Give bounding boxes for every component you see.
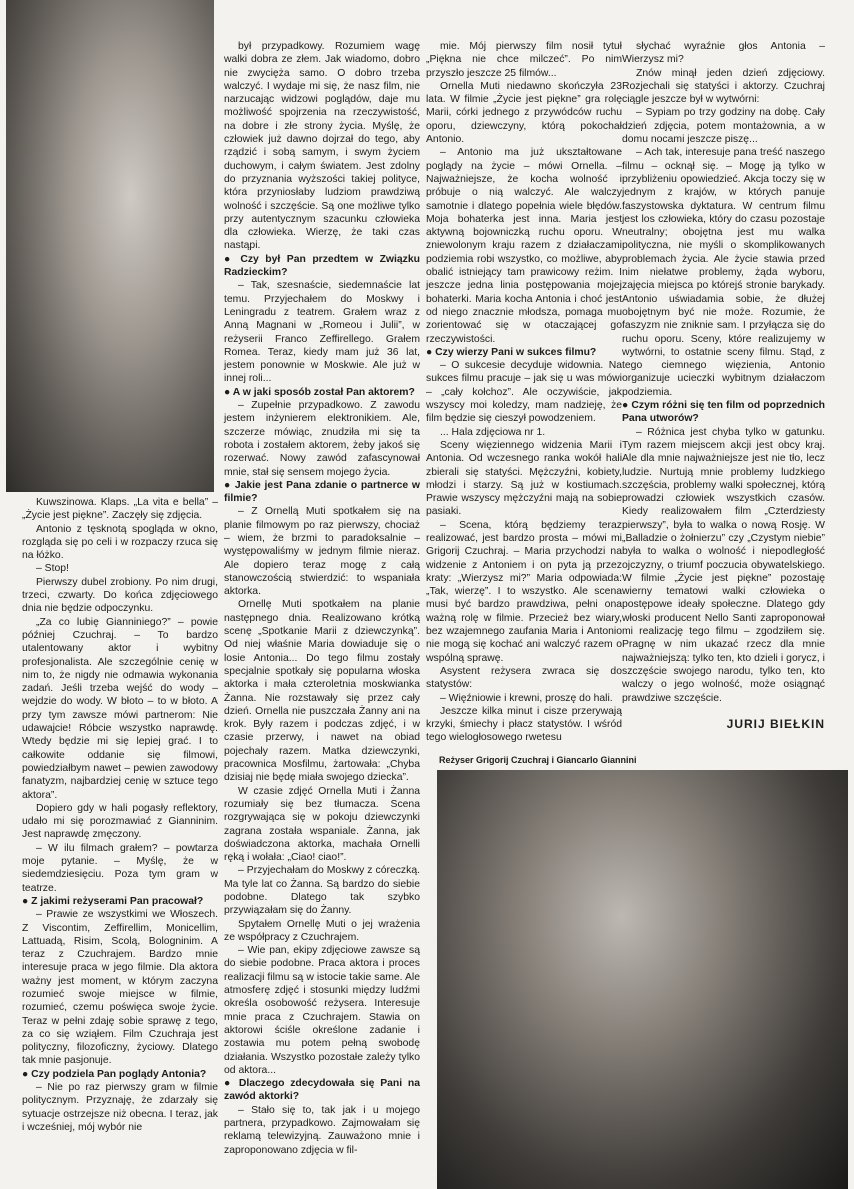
paragraph: – Nie po raz pierwszy gram w filmie politycznym. Przyznaję, że zdarzały się sytuacje ostrzejsze niż obecna. I teraz, jak i wcześniej, mój wybór nie — [22, 1082, 218, 1133]
paragraph: był przypadkowy. Rozumiem wagę walki dobra ze złem. Jak wiadomo, dobro nie zwycięża samo. O dobro trzeba walczyć. I wydaje mi się, że nasz film, nie narzucając widzowi poglądów, daje mu możliwość spojrzenia na rzeczywistość, na dobre i złe strony życia. Myślę, że człowiek już dawno dojrzał do tego, aby rządzić i sobą samym, i swym życiem duchowym, i całym światem. Jest zdolny do przyznania wyższości takiej polityce, która przyniosłaby ludziom prawdziwą wolność i szczęście. Są one możliwe tylko przy autentycznym szacunku człowieka dla człowieka. Wierzę, że taki czas nastąpi. — [224, 41, 420, 252]
paragraph: Znów minął jeden dzień zdjęciowy. Rozjechali się statyści i aktorzy. Czuchraj ciągle jeszcze był w wytwórni: — [622, 67, 825, 106]
paragraph: W czasie zdjęć Ornella Muti i Żanna rozumiały się bez tłumacza. Scena rozgrywająca się w pokoju dziewczynki zagrana została wspaniale. Żanna, jak doświadczona aktorka, machała Ornelli ręką i wołała: „Ciao! ciao!”. — [224, 785, 420, 864]
interview-question: ● Czy był Pan przedtem w Związku Radzieckim? — [224, 253, 420, 279]
paragraph: – Różnica jest chyba tylko w gatunku. Tym razem miejscem akcji jest obcy kraj. Ale dla mnie najważniejsze jest nie tło, lecz ludzie. Nurtują mnie problemy ludzkiego szczęścia, problemy walki społecznej, którą prowadzi człowiek wszystkich czasów. Kiedy realizowałem film „Czterdziesty pierwszy”, była to walka o nową Rosję. W „Balladzie o żołnierzu” czy „Czystym niebie” była to walka o wolność i niepodległość ojczyzny, o triumf poczucia obywatelskiego. W filmie „Życie jest piękne” pozostaję wierny tematowi walki człowieka o postępowe ideały społeczne. Dlatego gdy włoski producent Nello Santi zaproponował mi realizację tego filmu – zgodziłem się. Pragnę w nim ukazać rzecz dla mnie najważniejszą: tylko ten, kto dzieli i gorycz, i szczęście swojego narodu, tylko ten, kto walczy o jego wolność, może osiągnąć prawdziwe szczęście. — [622, 426, 825, 704]
signature-block — [622, 708, 825, 731]
paragraph: ... Hala zdjęciowa nr 1. — [440, 426, 546, 438]
interview-question: ● Czy wierzy Pani w sukces filmu? — [426, 346, 597, 358]
paragraph: – Zupełnie przypadkowo. Z zawodu jestem inżynierem elektronikiem. Ale, szczerze mówiąc, znudziła mi się ta robota i zostałem aktorem, żeby jakoś się rozerwać. Nowy zawód zafascynował mnie, stał się sensem mojego życia. — [224, 400, 420, 478]
paragraph: – Wie pan, ekipy zdjęciowe zawsze są do siebie podobne. Praca aktora i proces realizacji filmu są w istocie takie same. Ale atmosferę zdjęć i stosunki między ludźmi określa osobowość reżysera. Interesuje mnie praca z Czuchrajem. Stawia on aktorowi ściśle określone zadanie i zostawia mu potem pełną swobodę działania. Wszystko pozostałe zależy tylko od aktora... — [224, 945, 420, 1076]
paragraph: mie. Mój pierwszy film nosił tytuł „Piękna nie chce milczeć”. Po nim przyszło jeszcze 25 filmów... — [426, 41, 622, 79]
text-column-1 — [22, 496, 218, 1134]
photo-director-and-actor — [437, 770, 848, 1189]
paragraph: Antonio z tęsknotą spogląda w okno, rozgląda się po celi i w rozpaczy rzuca się na łóżko. — [22, 523, 218, 562]
text-column-2 — [224, 40, 420, 1157]
paragraph: Ornellę Muti spotkałem na planie następnego dnia. Realizowano krótką scenę „Spotkanie Marii z dziewczynką”. Od niej właśnie Maria dowiaduje się o losie Antonia... Do tego filmu zostały specjalnie spotkały się popularna włoska aktorka i mała czteroletnia moskwianka Żanna. Nie rozstawały się przez cały dzień. Ornella nie puszczała Żanny ani na krok. Były razem i podczas zdjęć, i w czasie przerwy, i nawet na obiad pojechały razem. Matka dziewczynki, pracownica Mosfilmu, żartowała: „Chyba dzisiaj nie będę miała swojego dziecka”. — [224, 599, 420, 784]
paragraph: – Więźniowie i krewni, proszę do hali. — [440, 692, 613, 704]
author-signature: JURIJ BIEŁKIN — [726, 716, 825, 731]
interview-question: ● Czym różni się ten film od poprzednich Pana utworów? — [622, 400, 825, 425]
paragraph: – Prawie ze wszystkimi we Włoszech. Z Viscontim, Zeffirellim, Monicellim, Lattuadą, Risim, Scolą, Bologninim. A teraz z Czuchrajem. Bardzo mnie interesuje praca w jego filmie. Dla aktora ważny jest moment, w którym zaczyna rozumieć swoje miejsce w filmie, rozumieć, czemu poświęca swoje życie. Teraz w pełni zdaję sobie sprawę z tego, za co się wziąłem. Film Czuchraja jest polityczny, filozoficzny, życiowy. Dlatego tak mnie pasjonuje. — [22, 909, 218, 1067]
paragraph: Pierwszy dubel zrobiony. Po nim drugi, trzeci, czwarty. Do końca zdjęciowego dnia nie będzie odpoczynku. — [22, 576, 218, 615]
paragraph: – Przyjechałam do Moskwy z córeczką. Ma tyle lat co Żanna. Są bardzo do siebie podobne. Dlatego tak szybko przywiązałam się do Żanny. — [224, 865, 420, 917]
paragraph: – Scena, którą będziemy teraz realizować, jest bardzo prosta – mówi mi Grigorij Czuchraj. – Maria przychodzi na widzenie z Antoniem i on pyta ją przez kraty: „Wierzysz mi?” Maria odpowiada: „Tak, wierzę”. I to wszystko. Ale scena musi być bardzo prawdziwa, pełni ona ważną rolę w filmie. Przecież bez wiary, bez wzajemnego zaufania Maria i Antonio nie mogą się kochać ani walczyć razem o wspólną sprawę. — [426, 519, 622, 664]
paragraph: Jeszcze kilka minut i cisze przerywają krzyki, śmiechy i płacz statystów. I wśród tego wielogłosowego rwetesu — [426, 705, 622, 744]
interview-question: ● Dlaczego zdecydowała się Pani na zawód aktorki? — [224, 1078, 420, 1103]
text-column-3 — [426, 40, 622, 745]
interview-question: ● A w jaki sposób został Pan aktorem? — [224, 386, 415, 398]
interview-question: ● Z jakimi reżyserami Pan pracował? — [22, 895, 204, 907]
paragraph: – Sypiam po trzy godziny na dobę. Cały dzień zdjęcia, potem montażownia, a w domu nocami jeszcze piszę... — [622, 107, 825, 146]
paragraph: – Stop! — [36, 563, 69, 575]
paragraph: – O sukcesie decyduje widownia. Na sukces filmu pracuje – jak się u was mówi – „cały kołchoz”. Ale oczywiście, jak wszyscy moi koledzy, mam nadzieję, że film będzie się cieszył powodzeniem. — [426, 360, 622, 425]
photo-caption: Reżyser Grigorij Czuchraj i Giancarlo Giannini — [439, 755, 637, 765]
paragraph: Ornella Muti niedawno skończyła 23 lata. W filmie „Życie jest piękne” gra rolę Marii, córki jednego z przywódców ruchu oporu, dziewczyny, którą pokochał Antonio. — [426, 80, 622, 146]
paragraph: Sceny więziennego widzenia Marii i Antonia. Od wczesnego ranka wokół hali zbierali się statyści. Mężczyźni, kobiety, młodzi i starzy. Są już w kostiumach. Prawie wszyscy mężczyźni mają na sobie pasiaki. — [426, 439, 622, 518]
photo-actor-top — [6, 0, 214, 492]
text-column-4 — [622, 40, 825, 705]
paragraph: słychać wyraźnie głos Antonia – Wierzysz mi? — [622, 41, 825, 66]
interview-question: ● Czy podziela Pan poglądy Antonia? — [22, 1068, 207, 1080]
paragraph: – Ach tak, interesuje pana treść naszego filmu – ocknął się. – Mogę ją tylko w przybliżeniu opowiedzieć. Akcja toczy się w jednym z krajów, w których panuje faszystowska dyktatura. W centrum filmu jest los człowieka, który do czasu pozostaje neutralny; obojętna jest mu walka polityczna, nie myśli o skomplikowanych problemach życia. Ale życie stawia przed nim niełatwe problemy, żąda wyboru, zajęcia miejsca po którejś stronie barykady. Antonio uświadamia sobie, że dłużej obojętnym być nie może. Rozumie, że faszyzm nie zniknie sam. I przyłącza się do ruchu oporu. Sceny, które realizujemy w wytwórni, to ostatnie sceny filmu. Stąd, z tego ciemnego więzienia, Antonio organizuje ucieczki wybitnym działaczom podziemia. — [622, 147, 825, 398]
paragraph: – W ilu filmach grałem? – powtarza moje pytanie. – Myślę, że w siedemdziesięciu. Poza tym gram w teatrze. — [22, 842, 218, 894]
paragraph: – Antonio ma już ukształtowane poglądy na życie – mówi Ornella. – Najważniejsze, że kocha wolność i próbuje o nią walczyć. Ale walczy samotnie i dlatego popełnia wiele błędów. Moja bohaterka jest inna. Maria jest aktywną bojowniczką ruchu oporu. W zniewolonym kraju razem z działaczami podziemia robi wszystko, co możliwe, aby obalić istniejący tam prawicowy reżim. I jeszcze jedna linia postępowania mojej bohaterki. Maria kocha Antonia i choć jest od niego znacznie młodsza, pomaga mu zorientować się w otaczającej go rzeczywistości. — [426, 147, 622, 345]
paragraph: Spytałem Ornellę Muti o jej wrażenia ze współpracy z Czuchrajem. — [224, 918, 420, 943]
paragraph: Kuwszinowa. Klaps. „La vita e bella” – „Życie jest piękne”. Zaczęły się zdjęcia. — [22, 497, 218, 522]
interview-question: ● Jakie jest Pana zdanie o partnerce w filmie? — [224, 479, 420, 505]
paragraph: – Tak, szesnaście, siedemnaście lat temu. Przyjechałem do Moskwy i Leningradu z teatrem. Grałem wraz z Anną Magnani w „Romeou i Julii”, w reżyserii Franco Zeffirellego. Grałem Romea. Teraz, kiedy mam już 36 lat, jestem ponownie w Moskwie. Ale już w innej roli... — [224, 280, 420, 385]
paragraph: Asystent reżysera zwraca się do statystów: — [426, 665, 622, 691]
paragraph: – Z Ornellą Muti spotkałem się na planie filmowym po raz pierwszy, chociaż – wiem, że brzmi to paradoksalnie – występowaliśmy w jednym filmie nieraz. Ale dopiero teraz mogę z całą stanowczością stwierdzić: to wspaniała aktorka. — [224, 506, 420, 598]
paragraph: „Za co lubię Gianniniego?” – powie później Czuchraj. – To bardzo utalentowany aktor i wybitny profesjonalista. Ale szczególnie cenię w nim to, że nigdy nie odmawia wykonania zadań. Jeśli trzeba wejść do wody – wejdzie do wody. W błoto – to w błoto. A przy tym zawsze mówi partnerom: Nie udawajcie! Róbcie wszystko naprawdę. Wtedy będzie mi się lepiej grać. I to całkowite oddanie się filmowi, powiedziałbym nawet – pewien zawodowy fanatyzm, najbardziej cenię w sztuce tego aktora”. — [22, 616, 218, 801]
paragraph: – Stało się to, tak jak i u mojego partnera, przypadkowo. Zajmowałam się reklamą telewizyjną. Zauważono mnie i zaproponowano zdjęcia w fil- — [224, 1104, 420, 1156]
paragraph: Dopiero gdy w hali pogasły reflektory, udało mi się porozmawiać z Gianninim. Jest naprawdę zmęczony. — [22, 802, 218, 841]
